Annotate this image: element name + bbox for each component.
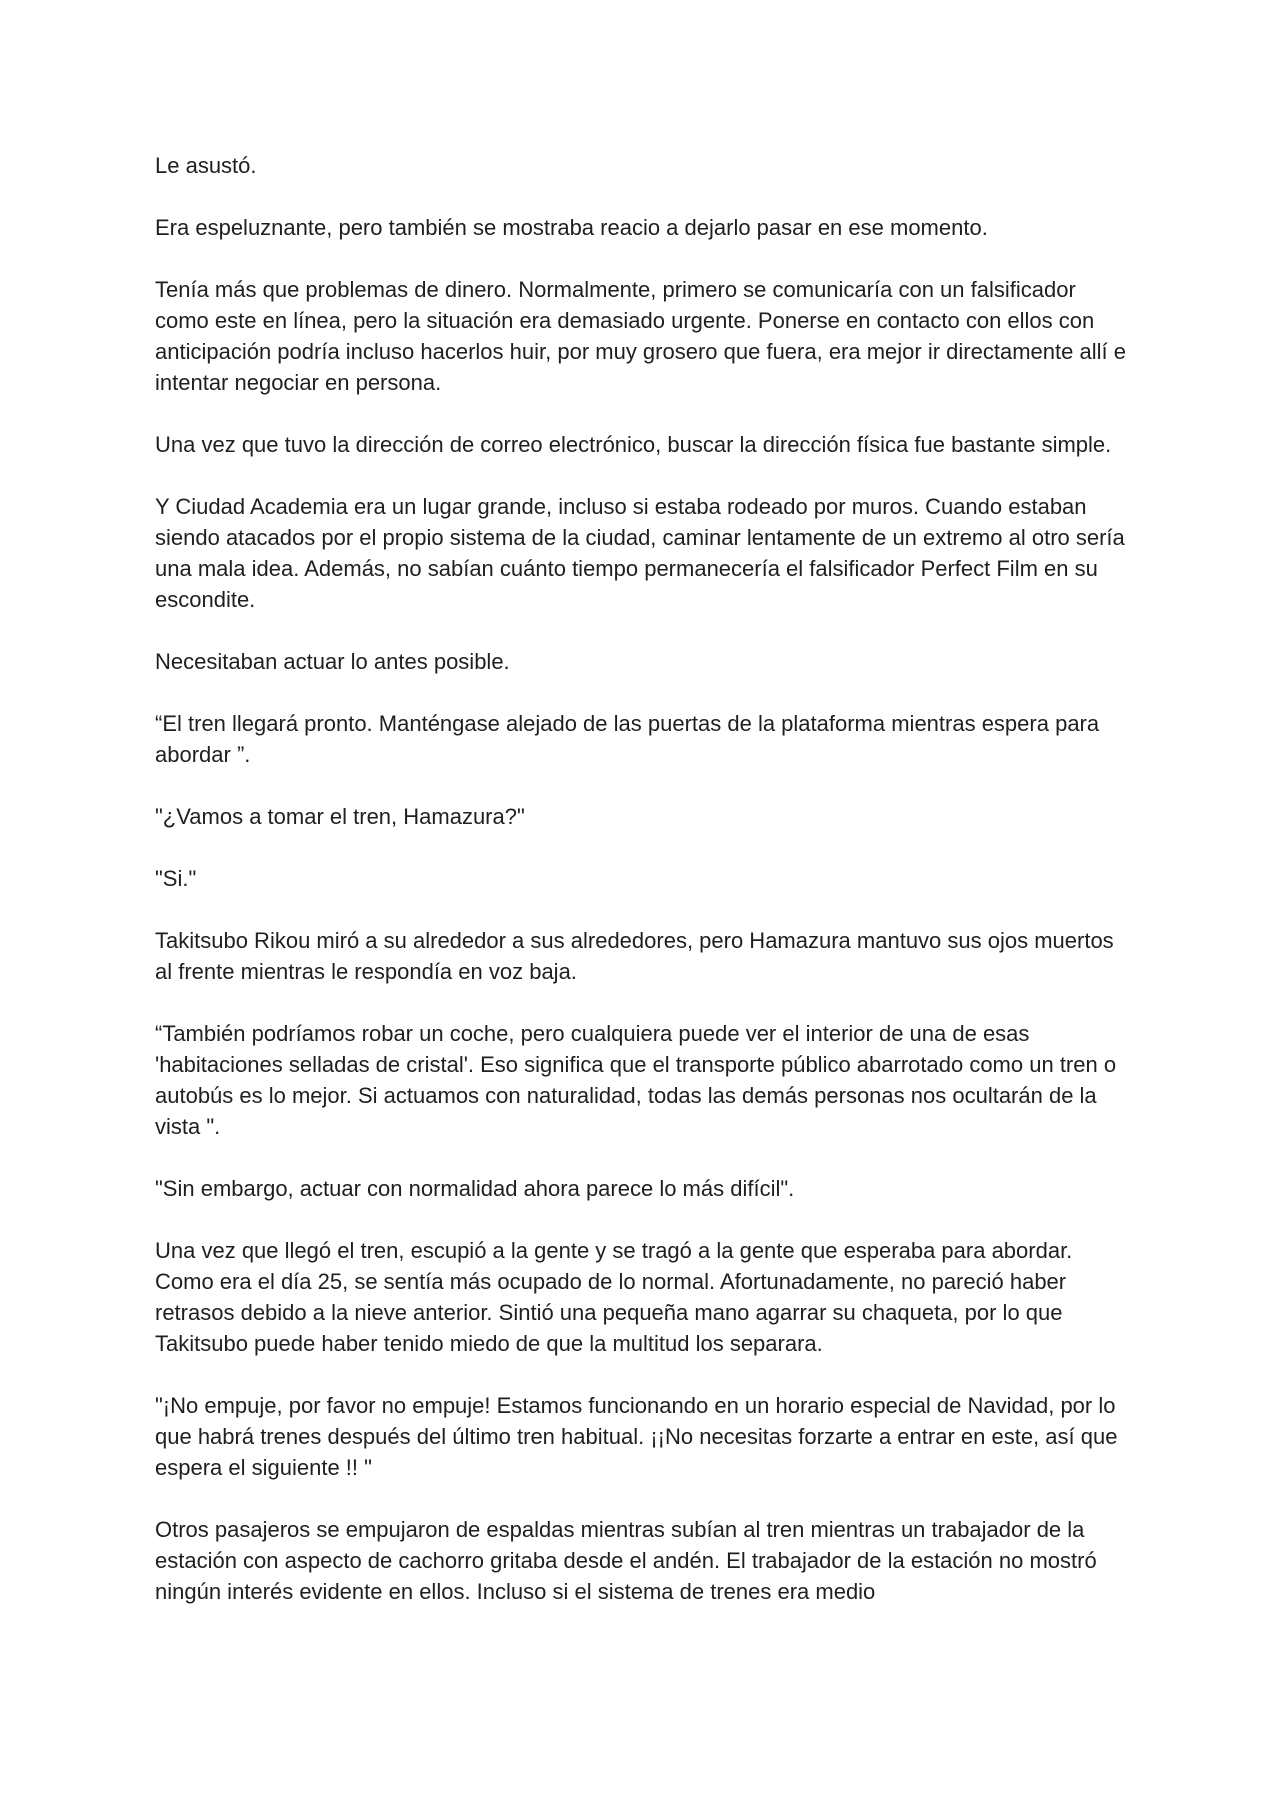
- paragraph: Una vez que llegó el tren, escupió a la gente y se tragó a la gente que esperaba para abordar. Como era el día 25, se sentía más ocupado de lo normal. Afortunadamente, no pareció haber retrasos debido a la nieve anterior. Sintió una pequeña mano agarrar su chaqueta, por lo que Takitsubo puede haber tenido miedo de que la multitud los separara.: [155, 1238, 1073, 1356]
- paragraph: Le asustó.: [155, 153, 257, 178]
- paragraph: Necesitaban actuar lo antes posible.: [155, 649, 510, 674]
- paragraph: "Sin embargo, actuar con normalidad ahora parece lo más difícil".: [155, 1176, 795, 1201]
- paragraph: Tenía más que problemas de dinero. Normalmente, primero se comunicaría con un falsificador como este en línea, pero la situación era demasiado urgente. Ponerse en contacto con ellos con anticipación podría incluso hacerlos huir, por muy grosero que fuera, era mejor ir directamente allí e intentar negociar en persona.: [155, 277, 1126, 395]
- paragraph: Y Ciudad Academia era un lugar grande, incluso si estaba rodeado por muros. Cuando estaban siendo atacados por el propio sistema de la ciudad, caminar lentamente de un extremo al otro sería una mala idea. Además, no sabían cuánto tiempo permanecería el falsificador Perfect Film en su escondite.: [155, 494, 1125, 612]
- paragraph: Era espeluznante, pero también se mostraba reacio a dejarlo pasar en ese momento.: [155, 215, 988, 240]
- paragraph: Otros pasajeros se empujaron de espaldas mientras subían al tren mientras un trabajador de la estación con aspecto de cachorro gritaba desde el andén. El trabajador de la estación no mostró ningún interés evidente en ellos. Incluso si el sistema de trenes era medio: [155, 1517, 1097, 1604]
- paragraph: Una vez que tuvo la dirección de correo electrónico, buscar la dirección física fue bastante simple.: [155, 432, 1112, 457]
- paragraph: "¿Vamos a tomar el tren, Hamazura?": [155, 804, 525, 829]
- paragraph: “El tren llegará pronto. Manténgase alejado de las puertas de la plataforma mientras espera para abordar ”.: [155, 711, 1100, 767]
- document-body: [155, 150, 1135, 1638]
- paragraph: Takitsubo Rikou miró a su alrededor a sus alrededores, pero Hamazura mantuvo sus ojos muertos al frente mientras le respondía en voz baja.: [155, 928, 1114, 984]
- paragraph: “También podríamos robar un coche, pero cualquiera puede ver el interior de una de esas 'habitaciones selladas de cristal'. Eso significa que el transporte público abarrotado como un tren o autobús es lo mejor. Si actuamos con naturalidad, todas las demás personas nos ocultarán de la vista ".: [155, 1021, 1117, 1139]
- paragraph: "¡No empuje, por favor no empuje! Estamos funcionando en un horario especial de Navidad, por lo que habrá trenes después del último tren habitual. ¡¡No necesitas forzarte a entrar en este, así que espera el siguiente !! ": [155, 1393, 1118, 1480]
- paragraph: "Si.": [155, 866, 197, 891]
